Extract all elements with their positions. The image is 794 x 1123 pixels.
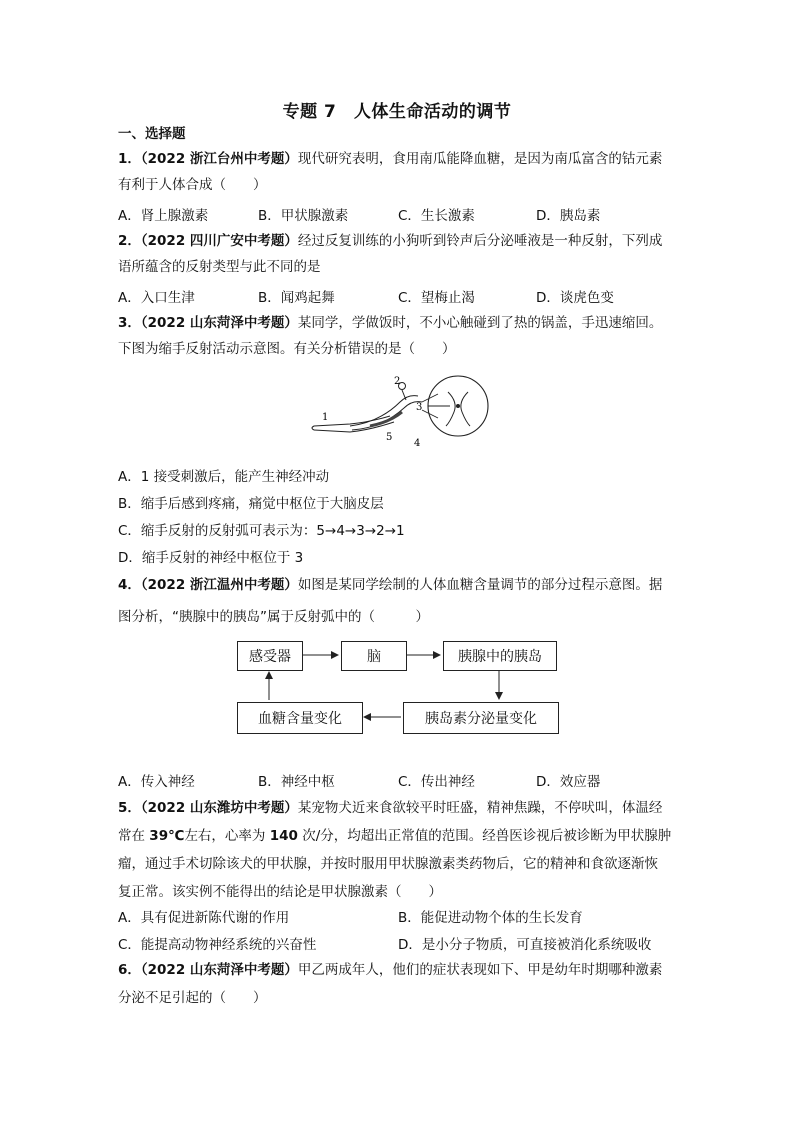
- question-5-options-row-1: [118, 906, 678, 928]
- option-c: C．生长激素: [398, 208, 475, 224]
- figure-label-3: 3: [416, 402, 423, 413]
- q3-option-b: B．缩手后感到疼痛，痛觉中枢位于大脑皮层: [118, 496, 384, 512]
- question-2-source: 2．（2022 四川广安中考题）: [118, 233, 298, 249]
- question-6: [118, 956, 678, 1012]
- q3-option-d: D．缩手反射的神经中枢位于 3: [118, 550, 304, 566]
- question-4-text-cont: 图分析，“胰腺中的胰岛”属于反射弧中的（ ）: [118, 609, 429, 625]
- option-b: B．能促进动物个体的生长发育: [398, 910, 583, 926]
- box-insulin-change: 胰岛素分泌量变化: [403, 702, 559, 734]
- option-d: D．胰岛素: [536, 208, 601, 224]
- option-b: B．闻鸡起舞: [258, 290, 335, 306]
- question-6-text-cont: 分泌不足引起的（ ）: [118, 990, 267, 1006]
- question-5-text-4: 复正常。该实例不能得出的结论是甲状腺激素（ ）: [118, 884, 442, 900]
- box-pancreatic-islet: 胰腺中的胰岛: [443, 641, 557, 671]
- question-1-text: 现代研究表明，食用南瓜能降血糖，是因为南瓜富含的钴元素: [297, 151, 663, 167]
- option-d: D．谈虎色变: [536, 290, 614, 306]
- figure-label-5: 5: [386, 432, 393, 443]
- figure-label-1: 1: [322, 412, 329, 423]
- question-3-source: 3．（2022 山东菏泽中考题）: [118, 315, 298, 331]
- q3-option-a: A．1 接受刺激后，能产生神经冲动: [118, 469, 330, 485]
- box-brain: 脑: [341, 641, 407, 671]
- option-a: A．传入神经: [118, 774, 195, 790]
- question-1-text-cont: 有利于人体合成（ ）: [118, 177, 267, 193]
- question-4-text: 如图是某同学绘制的人体血糖含量调节的部分过程示意图。据: [297, 577, 663, 593]
- option-a: A．具有促进新陈代谢的作用: [118, 910, 290, 926]
- question-5-options-row-2: [118, 933, 678, 955]
- question-2-text-cont: 语所蕴含的反射类型与此不同的是: [118, 259, 321, 275]
- question-3-text: 某同学，学做饭时，不小心触碰到了热的锅盖，手迅速缩回。: [297, 315, 663, 331]
- question-2-text: 经过反复训练的小狗听到铃声后分泌唾液是一种反射，下列成: [297, 233, 663, 249]
- question-5-text-a: 常在: [118, 828, 150, 844]
- question-5-text-3: 瘤，通过手术切除该犬的甲状腺，并按时服用甲状腺激素类药物后，它的精神和食欲逐渐恢: [118, 856, 658, 872]
- question-1-source: 1．（2022 浙江台州中考题）: [118, 151, 298, 167]
- question-5-text-b: 左右，心率为: [184, 828, 270, 844]
- option-a: A．入口生津: [118, 290, 195, 306]
- box-glucose-change: 血糖含量变化: [237, 702, 363, 734]
- heart-rate-value: 140: [269, 828, 298, 844]
- option-d: D．效应器: [536, 774, 601, 790]
- question-4-source: 4．（2022 浙江温州中考题）: [118, 577, 298, 593]
- figure-label-2: 2: [394, 376, 401, 387]
- question-5-source: 5．（2022 山东潍坊中考题）: [118, 800, 298, 816]
- option-b: B．甲状腺激素: [258, 208, 349, 224]
- box-receptor: 感受器: [237, 641, 303, 671]
- question-4-options: [118, 770, 678, 792]
- question-6-source: 6．（2022 山东菏泽中考题）: [118, 962, 298, 978]
- option-d: D．是小分子物质，可直接被消化系统吸收: [398, 937, 652, 953]
- option-c: C．传出神经: [398, 774, 475, 790]
- option-c: C．望梅止渴: [398, 290, 475, 306]
- question-3-text-cont: 下图为缩手反射活动示意图。有关分析错误的是（ ）: [118, 341, 456, 357]
- question-5-text: 某宠物犬近来食欲较平时旺盛，精神焦躁，不停吠叫，体温经: [297, 800, 663, 816]
- section-heading: 一、选择题: [118, 126, 186, 142]
- page-title: 专题 7 人体生命活动的调节: [282, 102, 512, 122]
- question-6-text: 甲乙两成年人，他们的症状表现如下、甲是幼年时期哪种激素: [297, 962, 663, 978]
- figure-label-4: 4: [414, 438, 421, 449]
- question-5-text-c: 次/分，均超出正常值的范围。经兽医诊视后被诊断为甲状腺肿: [297, 828, 672, 844]
- option-a: A．肾上腺激素: [118, 208, 209, 224]
- temperature-value: 39℃: [149, 828, 185, 844]
- option-b: B．神经中枢: [258, 774, 335, 790]
- question-5: [118, 794, 678, 906]
- option-c: C．能提高动物神经系统的兴奋性: [118, 937, 317, 953]
- q3-option-c: C．缩手反射的反射弧可表示为：5→4→3→2→1: [118, 523, 405, 539]
